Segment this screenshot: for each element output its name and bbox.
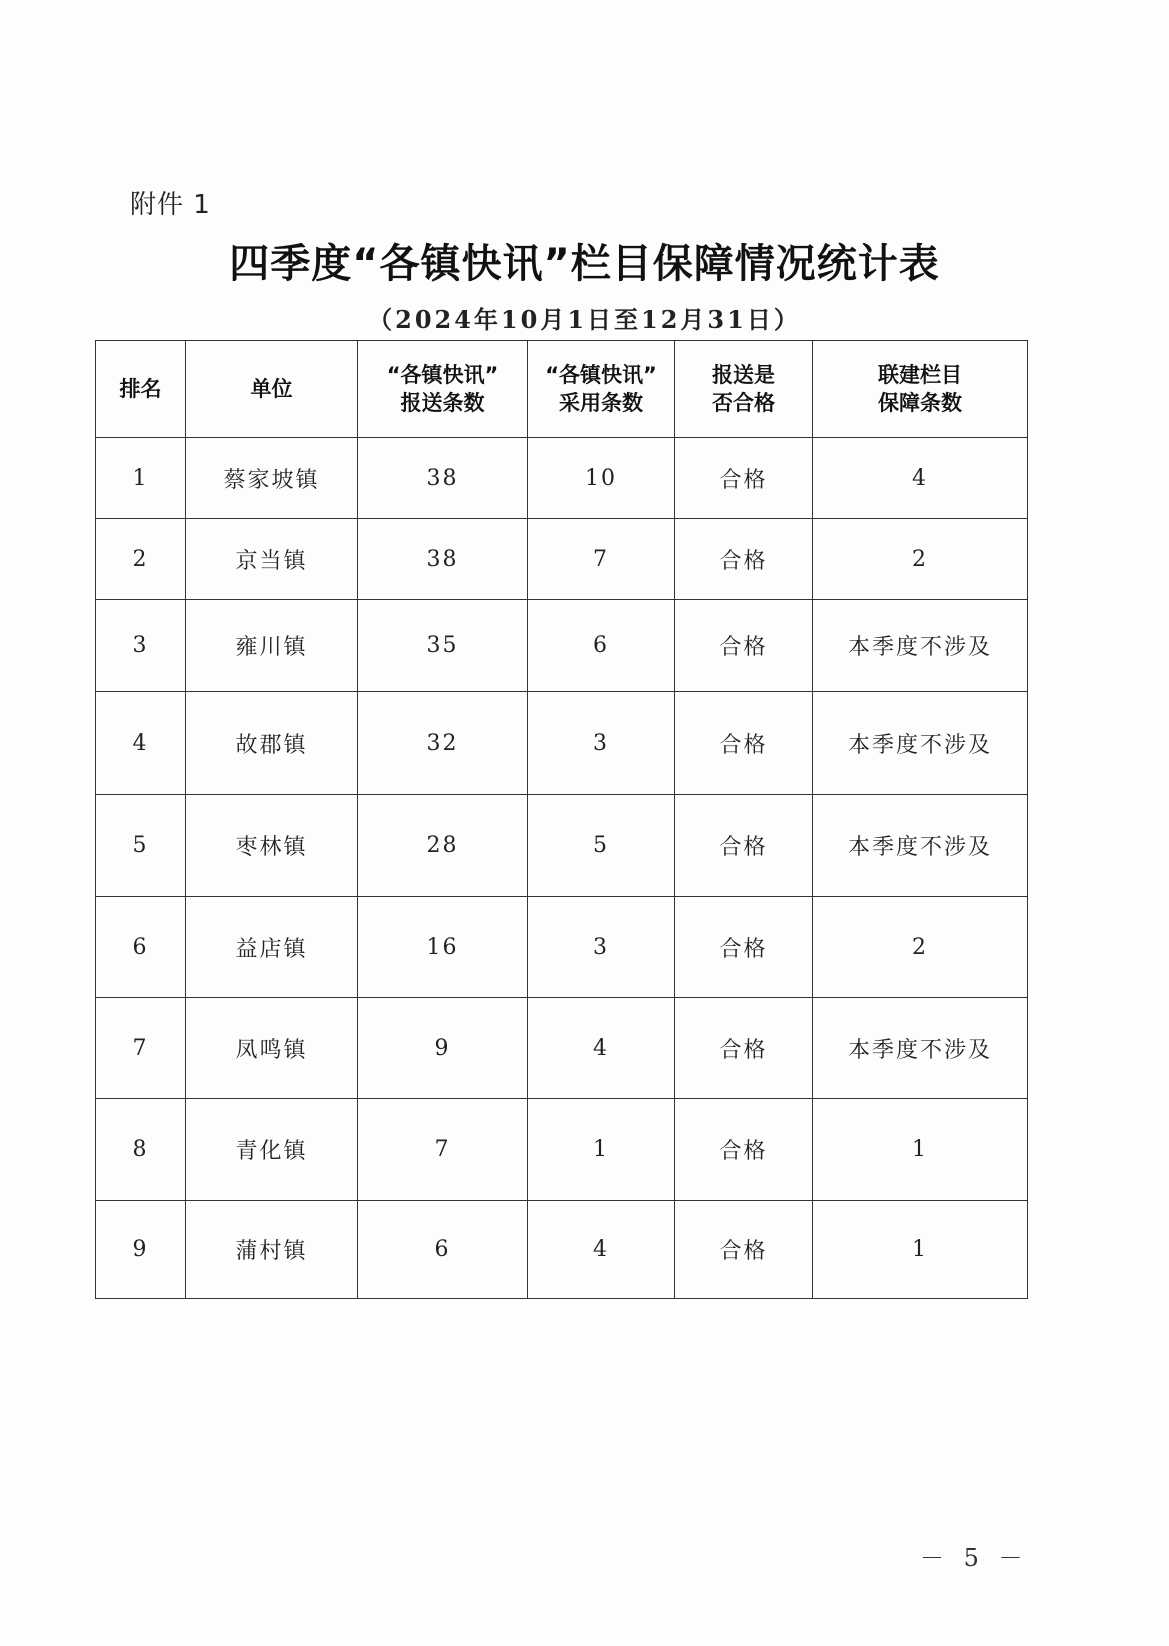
submitted-cell: 6	[358, 1201, 528, 1299]
page-number: － 5 －	[920, 1544, 1029, 1572]
page-title: 四季度“各镇快讯”栏目保障情况统计表	[229, 241, 940, 287]
unit-cell: 益店镇	[186, 897, 358, 998]
rank-cell: 6	[96, 897, 186, 998]
qualified-cell: 合格	[675, 897, 813, 998]
rank-cell: 9	[96, 1201, 186, 1299]
adopted-cell: 6	[528, 600, 675, 692]
table-row	[96, 1099, 1028, 1201]
adopted-cell: 4	[528, 998, 675, 1099]
header-submitted-count: “各镇快讯” 报送条数	[358, 341, 528, 438]
qualified-cell: 合格	[675, 692, 813, 795]
qualified-cell: 合格	[675, 438, 813, 519]
unit-cell: 雍川镇	[186, 600, 358, 692]
submitted-cell: 28	[358, 795, 528, 897]
table-row	[96, 438, 1028, 519]
joint-cell: 4	[813, 438, 1028, 519]
rank-cell: 1	[96, 438, 186, 519]
table-row	[96, 692, 1028, 795]
adopted-cell: 7	[528, 519, 675, 600]
unit-cell: 枣林镇	[186, 795, 358, 897]
header-unit: 单位	[186, 341, 358, 438]
qualified-cell: 合格	[675, 795, 813, 897]
header-adopted-count: “各镇快讯” 采用条数	[528, 341, 675, 438]
unit-cell: 京当镇	[186, 519, 358, 600]
rank-cell: 3	[96, 600, 186, 692]
table-header-row	[96, 341, 1028, 438]
table-row	[96, 1201, 1028, 1299]
unit-cell: 蔡家坡镇	[186, 438, 358, 519]
submitted-cell: 38	[358, 438, 528, 519]
table-row	[96, 600, 1028, 692]
submitted-cell: 7	[358, 1099, 528, 1201]
statistics-table	[95, 340, 1028, 1299]
table-row	[96, 897, 1028, 998]
joint-cell: 本季度不涉及	[813, 998, 1028, 1099]
adopted-cell: 3	[528, 897, 675, 998]
submitted-cell: 32	[358, 692, 528, 795]
rank-cell: 8	[96, 1099, 186, 1201]
unit-cell: 故郡镇	[186, 692, 358, 795]
joint-cell: 本季度不涉及	[813, 795, 1028, 897]
adopted-cell: 1	[528, 1099, 675, 1201]
unit-cell: 青化镇	[186, 1099, 358, 1201]
adopted-cell: 4	[528, 1201, 675, 1299]
joint-cell: 1	[813, 1099, 1028, 1201]
joint-cell: 2	[813, 897, 1028, 998]
joint-cell: 2	[813, 519, 1028, 600]
rank-cell: 7	[96, 998, 186, 1099]
header-rank: 排名	[96, 341, 186, 438]
rank-cell: 4	[96, 692, 186, 795]
adopted-cell: 3	[528, 692, 675, 795]
table-row	[96, 795, 1028, 897]
adopted-cell: 5	[528, 795, 675, 897]
adopted-cell: 10	[528, 438, 675, 519]
qualified-cell: 合格	[675, 1099, 813, 1201]
unit-cell: 凤鸣镇	[186, 998, 358, 1099]
qualified-cell: 合格	[675, 998, 813, 1099]
table-row	[96, 998, 1028, 1099]
attachment-label: 附件 1	[130, 190, 211, 220]
qualified-cell: 合格	[675, 600, 813, 692]
submitted-cell: 38	[358, 519, 528, 600]
header-qualified: 报送是 否合格	[675, 341, 813, 438]
submitted-cell: 9	[358, 998, 528, 1099]
date-range-subtitle: （2024年10月1日至12月31日）	[368, 305, 801, 334]
submitted-cell: 35	[358, 600, 528, 692]
unit-cell: 蒲村镇	[186, 1201, 358, 1299]
rank-cell: 2	[96, 519, 186, 600]
header-joint-column-count: 联建栏目 保障条数	[813, 341, 1028, 438]
qualified-cell: 合格	[675, 1201, 813, 1299]
submitted-cell: 16	[358, 897, 528, 998]
rank-cell: 5	[96, 795, 186, 897]
qualified-cell: 合格	[675, 519, 813, 600]
joint-cell: 1	[813, 1201, 1028, 1299]
joint-cell: 本季度不涉及	[813, 600, 1028, 692]
table-row	[96, 519, 1028, 600]
joint-cell: 本季度不涉及	[813, 692, 1028, 795]
